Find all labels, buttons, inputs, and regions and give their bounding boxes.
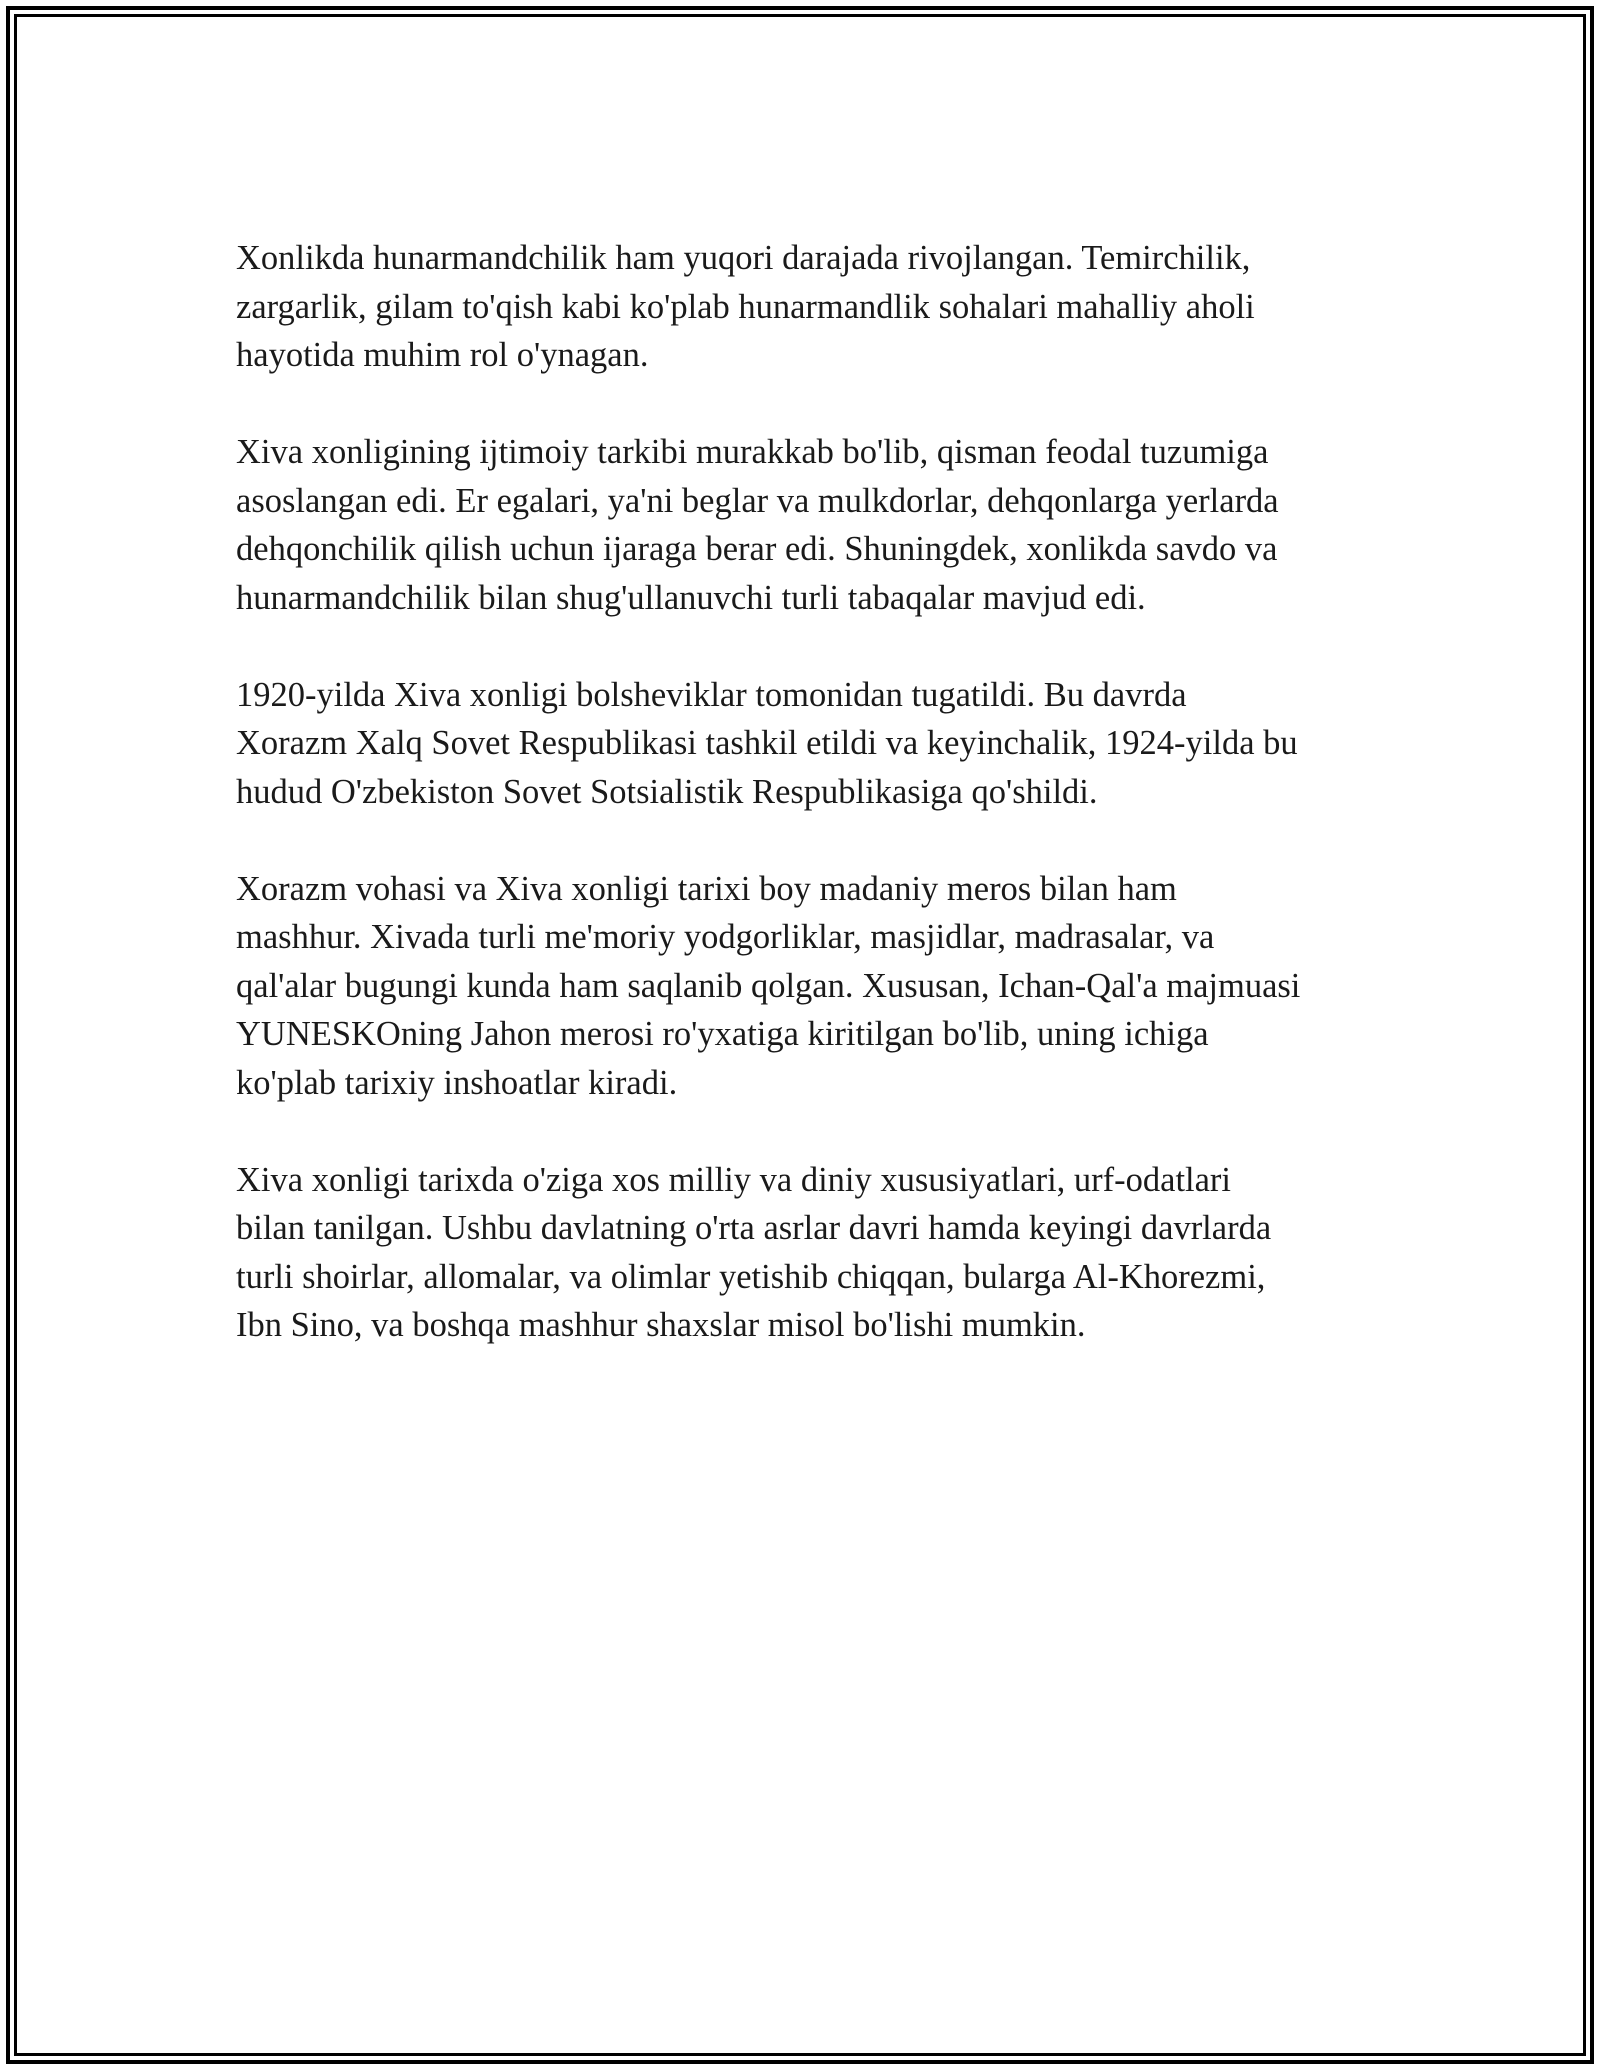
paragraph-crafts: Xonlikda hunarmandchilik ham yuqori darajada rivojlangan. Temirchilik, zargarlik, gilam to'qish kabi ko'plab hunarmandlik sohalari mahalliy aholi hayotida muhim rol o'ynagan. [236,239,1255,374]
paragraph-social-structure: Xiva xonligining ijtimoiy tarkibi murakkab bo'lib, qisman feodal tuzumiga asoslangan edi. Er egalari, ya'ni beglar va mulkdorlar, dehqonlarga yerlarda dehqonchilik qilish uchun ijaraga berar edi. Shuningdek, xonlikda savdo va hunarmandchilik bilan shug'ullanuvchi turli tabaqalar mavjud edi. [236,433,1279,617]
paragraph-1920-events: 1920-yilda Xiva xonligi bolsheviklar tomonidan tugatildi. Bu davrda Xorazm Xalq Sovet Respublikasi tashkil etildi va keyinchalik, 1924-yilda bu hudud O'zbekiston Sovet Sotsialistik Respublikasiga qo'shildi. [236,675,1298,811]
document-body [236,234,1376,1398]
paragraph-cultural-heritage: Xorazm vohasi va Xiva xonligi tarixi boy madaniy meros bilan ham mashhur. Xivada turli me'moriy yodgorliklar, masjidlar, madrasalar, va qal'alar bugungi kunda ham saqlanib qolgan. Xususan, Ichan-Qal'a majmuasi YUNESKOning Jahon merosi ro'yxatiga kiritilgan bo'lib, uning ichiga ko'plab tarixiy inshoatlar kiradi. [236,869,1301,1102]
paragraph-notable-figures: Xiva xonligi tarixda o'ziga xos milliy va diniy xususiyatlari, urf-odatlari bilan tanilgan. Ushbu davlatning o'rta asrlar davri hamda keyingi davrlarda turli shoirlar, allomalar, va olimlar yetishib chiqqan, bularga Al-Khorezmi, Ibn Sino, va boshqa mashhur shaxslar misol bo'lishi mumkin. [236,1160,1272,1344]
